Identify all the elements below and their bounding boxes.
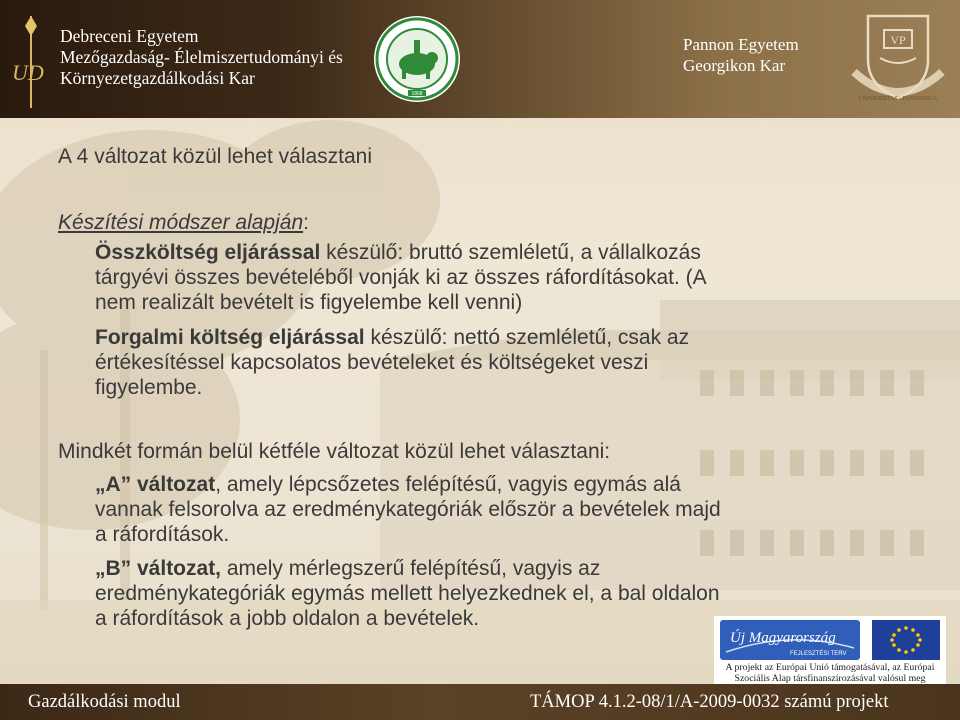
footer-bar [0, 684, 960, 720]
eu-funding-note [714, 662, 946, 684]
footer-module-name: Gazdálkodási modul [28, 692, 181, 712]
header-banner [0, 0, 960, 118]
variant-b-bold: „B” változat, [95, 557, 222, 580]
footer-project-id: TÁMOP 4.1.2-08/1/A-2009-0032 számú projekt [530, 692, 889, 712]
header-left-line-3: Környezetgazdálkodási Kar [60, 68, 255, 88]
both-forms-line: Mindkét formán belül kétféle változat közül lehet választani: [58, 440, 611, 463]
slide-title: A 4 változat közül lehet választani [58, 145, 373, 168]
uj-magyarorszag-logo [720, 620, 860, 660]
header-right-institution [683, 34, 799, 76]
method-label: Készítési módszer alapján [58, 211, 304, 234]
p2-rest-line-1: készülő: nettó szemléletű, csak az [364, 326, 690, 349]
p2-bold-term: Forgalmi költség eljárással [95, 326, 365, 349]
p2-line-3: figyelembe. [95, 376, 203, 399]
p1-rest-line-1: készülő: bruttó szemléletű, a vállalkozás [320, 241, 701, 264]
p1-line-2: tárgyévi összes bevételéből vonják ki az összes ráfordításokat. (A [95, 266, 707, 289]
p1-line-1 [95, 240, 701, 265]
p1-line-3: nem realizált bevételt is figyelembe kell venni) [95, 291, 523, 314]
p1-bold-term: Összköltség eljárással [95, 241, 321, 264]
ud-monogram: UD [12, 60, 44, 85]
variant-a-rest-line-1: , amely lépcsőzetes felépítésű, vagyis egymás alá [215, 473, 681, 496]
variant-b-rest-line-1: amely mérlegszerű felépítésű, vagyis az [221, 557, 601, 580]
variant-b-line-2: eredménykategóriák egymás mellett helyezkednek el, a bal oldalon [95, 582, 720, 605]
seal-year: 1868 [411, 91, 423, 97]
eu-note-line-1: A projekt az Európai Unió támogatásával, az Európai [725, 662, 935, 673]
pannon-crest-logo [850, 8, 946, 108]
eu-note-line-2: Szociális Alap társfinanszírozásával valósul meg [734, 673, 926, 684]
variant-a-line-2: vannak felsorolva az eredménykategóriák először a bevételek majd [95, 498, 721, 521]
variant-b-line-1 [95, 556, 600, 581]
method-heading [58, 210, 309, 235]
header-right-line-1: Pannon Egyetem [683, 35, 799, 54]
header-right-line-2: Georgikon Kar [683, 56, 786, 75]
crest-ribbon-text: UNIVERSITAS · PANNONICA [858, 96, 938, 102]
uj-magyarorszag-label: Új Magyarország [730, 630, 836, 646]
variant-a-line-3: a ráfordítások. [95, 523, 230, 546]
green-seal-logo [372, 14, 462, 104]
p2-line-1 [95, 325, 689, 350]
variant-b-line-3: a ráfordítások a jobb oldalon a bevételek. [95, 607, 480, 630]
header-left-line-1: Debreceni Egyetem [60, 26, 199, 46]
method-colon: : [303, 211, 309, 234]
ud-university-logo [8, 12, 54, 112]
header-left-institution [60, 26, 343, 89]
variant-a-line-1 [95, 472, 681, 497]
crest-letters: VP [890, 33, 906, 47]
header-left-line-2: Mezőgazdaság- Élelmiszertudományi és [60, 47, 343, 67]
p2-line-2: értékesítéssel kapcsolatos bevételeket és költségeket veszi [95, 351, 649, 374]
fejlesztesi-terv-label: FEJLESZTÉSI TERV [790, 651, 847, 657]
eu-flag-icon [872, 620, 940, 660]
variant-a-bold: „A” változat [95, 473, 216, 496]
